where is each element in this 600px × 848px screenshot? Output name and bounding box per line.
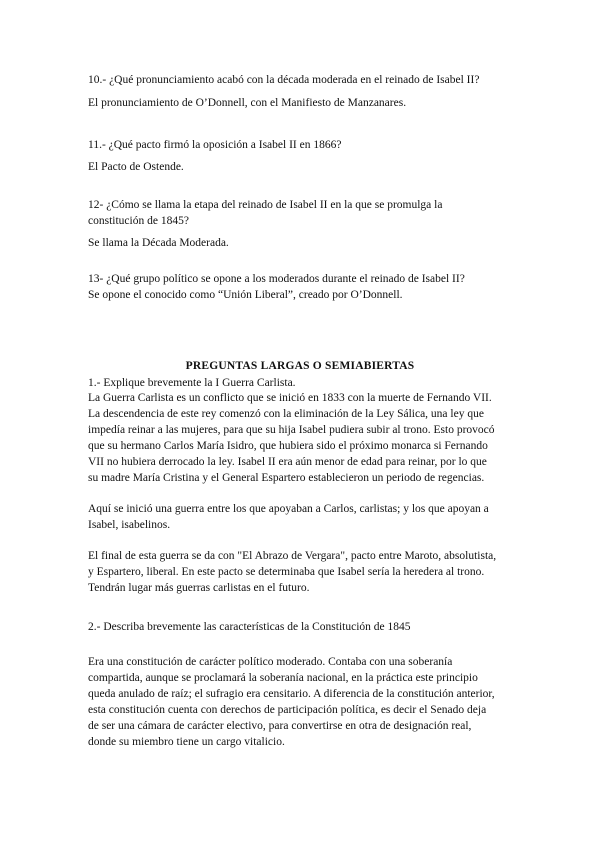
question-12-line-2: constitución de 1845?	[88, 215, 189, 227]
long-2-p1-line-4: esta constitución cuenta con derechos de participación política, es decir el Senado deja	[88, 704, 487, 716]
answer-13: Se opone el conocido como “Unión Liberal”, creado por O’Donnell.	[88, 289, 403, 301]
answer-10: El pronunciamiento de O’Donnell, con el Manifiesto de Manzanares.	[88, 97, 407, 109]
answer-11: El Pacto de Ostende.	[88, 161, 184, 173]
long-2-p1-line-2: compartida, aunque se proclamará la soberanía nacional, en la práctica este principio	[88, 672, 478, 684]
question-12-line-1: 12- ¿Cómo se llama la etapa del reinado de Isabel II en la que se promulga la	[88, 199, 443, 211]
long-2-p1-line-6: donde su miembro tiene un cargo vitalicio.	[88, 736, 285, 748]
question-11: 11.- ¿Qué pacto firmó la oposición a Isabel II en 1866?	[88, 139, 342, 151]
question-13: 13- ¿Qué grupo político se opone a los moderados durante el reinado de Isabel II?	[88, 273, 465, 285]
answer-12: Se llama la Década Moderada.	[88, 237, 229, 249]
long-2-p1-line-5: de ser una cámara de carácter electivo, para convertirse en otra de designación real,	[88, 720, 472, 732]
long-1-p1-line-3: impedía reinar a las mujeres, para que su hija Isabel pudiera subir al trono. Esto provocó	[88, 424, 495, 436]
long-1-p2-line-1: Aquí se inició una guerra entre los que apoyaban a Carlos, carlistas; y los que apoyan a	[88, 503, 489, 515]
long-1-p3-line-3: Tendrán lugar más guerras carlistas en el futuro.	[88, 582, 310, 594]
long-1-p1-line-4: que su hermano Carlos María Isidro, que hubiera sido el próximo monarca si Fernando	[88, 440, 488, 452]
long-1-p1-line-5: VII no hubiera derrocado la ley. Isabel II era aún menor de edad para reinar, por lo que	[88, 456, 487, 468]
question-10: 10.- ¿Qué pronunciamiento acabó con la década moderada en el reinado de Isabel II?	[88, 74, 480, 86]
long-question-2: 2.- Describa brevemente las características de la Constitución de 1845	[88, 621, 411, 633]
long-2-p1-line-3: queda anulado de raíz; el sufragio era censitario. A diferencia de la constitución anterior,	[88, 688, 495, 700]
long-1-p3-line-2: y Espartero, liberal. En este pacto se determinaba que Isabel sería la heredera al trono.	[88, 566, 485, 578]
long-2-p1-line-1: Era una constitución de carácter político moderado. Contaba con una soberanía	[88, 656, 453, 668]
long-question-1: 1.- Explique brevemente la I Guerra Carlista.	[88, 377, 296, 389]
section-title: PREGUNTAS LARGAS O SEMIABIERTAS	[185, 360, 415, 372]
long-1-p2-line-2: Isabel, isabelinos.	[88, 519, 171, 531]
long-1-p1-line-1: La Guerra Carlista es un conflicto que se inició en 1833 con la muerte de Fernando VII.	[88, 392, 492, 404]
long-1-p1-line-2: La descendencia de este rey comenzó con la eliminación de la Ley Sálica, una ley que	[88, 408, 484, 420]
long-1-p1-line-6: su madre María Cristina y el General Espartero establecieron un periodo de regencias.	[88, 472, 485, 484]
long-1-p3-line-1: El final de esta guerra se da con "El Abrazo de Vergara", pacto entre Maroto, absolutista,	[88, 550, 497, 562]
